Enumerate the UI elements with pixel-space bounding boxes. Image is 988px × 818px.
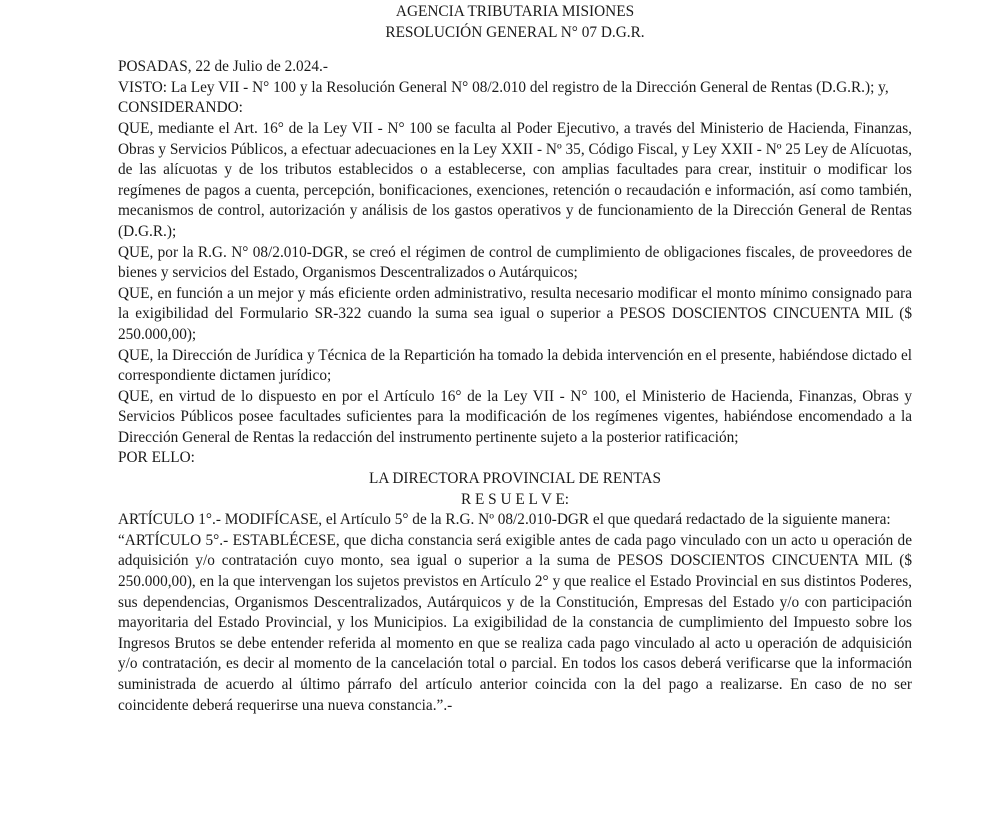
que-paragraph-3: QUE, en función a un mejor y más eficiente orden administrativo, resulta necesario modificar el monto mínimo consignado para la exigibilidad del Formulario SR-322 cuando la suma sea igual o superior a PESOS DOSCIENTOS CINCUENTA MIL ($ 250.000,00); (118, 284, 912, 343)
articulo-5-paragraph: “ARTÍCULO 5°.- ESTABLÉCESE, que dicha constancia será exigible antes de cada pago vinculado con un acto u operación de adquisición y/o contratación cuyo monto, sea igual o superior a la suma de PESOS DOSCIENTOS CINCUENTA MIL ($ 250.000,00), en la que intervengan los sujetos previstos en Artículo 2° y que realice el Estado Provincial en sus distintos Poderes, sus dependencias, Organismos Descentralizados, Autárquicos y de la Constitución, Empresas del Estado y/o con participación mayoritaria del Estado Provincial, y los Municipios. La exigibilidad de la constancia de cumplimiento del Impuesto sobre los Ingresos Brutos se debe entender referida al momento en que se realiza cada pago vinculado al acto u operación de adquisición y/o contratación, es decir al momento de la cancelación total o parcial. En todos los casos deberá verificarse que la información suministrada de acuerdo al último párrafo del artículo anterior coincida con la del pago a realizarse. En caso de no ser coincidente deberá requerirse una nueva constancia.”.- (118, 531, 912, 714)
que-paragraph-4: QUE, la Dirección de Jurídica y Técnica de la Repartición ha tomado la debida intervención en el presente, habiéndose dictado el correspondiente dictamen jurídico; (118, 346, 912, 385)
que-paragraph-5: QUE, en virtud de lo dispuesto en por el Artículo 16° de la Ley VII - N° 100, el Ministerio de Hacienda, Finanzas, Obras y Servicios Públicos posee facultades suficientes para la modificación de los regímenes vigentes, habiéndose encomendado a la Dirección General de Rentas la redacción del instrumento pertinente sujeto a la posterior ratificación; (118, 387, 912, 446)
resuelve-heading: R E S U E L V E: (460, 490, 570, 508)
visto-paragraph: VISTO: La Ley VII - N° 100 y la Resolución General N° 08/2.010 del registro de la Dirección General de Rentas (D.G.R.); y, (118, 78, 889, 96)
que-paragraph-1: QUE, mediante el Art. 16° de la Ley VII - N° 100 se faculta al Poder Ejecutivo, a través del Ministerio de Hacienda, Finanzas, Obras y Servicios Públicos, a efectuar adecuaciones en la Ley XXII - Nº 35, Código Fiscal, y Ley XXII - Nº 25 Ley de Alícuotas, de las alícuotas y de los tributos establecidos o a establecerse, con amplias facultades para crear, instituir o modificar los regímenes de pagos a cuenta, percepción, bonificaciones, exenciones, retención o recaudación e información, así como también, mecanismos de control, autorización y análisis de los gastos operativos y de funcionamiento de la Dirección General de Rentas (D.G.R.); (118, 119, 912, 240)
considerando-heading: CONSIDERANDO: (118, 99, 243, 117)
agency-title: AGENCIA TRIBUTARIA MISIONES (395, 3, 635, 20)
date-line: POSADAS, 22 de Julio de 2.024.- (118, 58, 328, 76)
que-paragraph-2: QUE, por la R.G. N° 08/2.010-DGR, se creó el régimen de control de cumplimiento de obligaciones fiscales, de proveedores de bienes y servicios del Estado, Organismos Descentralizados o Autárquicos; (118, 243, 912, 282)
resolution-title: RESOLUCIÓN GENERAL N° 07 D.G.R. (385, 23, 645, 41)
por-ello-heading: POR ELLO: (118, 449, 195, 467)
directora-heading: LA DIRECTORA PROVINCIAL DE RENTAS (369, 470, 661, 488)
articulo-1-paragraph: ARTÍCULO 1°.- MODIFÍCASE, el Artículo 5° de la R.G. Nº 08/2.010-DGR el que quedará redactado de la siguiente manera: (118, 511, 891, 529)
